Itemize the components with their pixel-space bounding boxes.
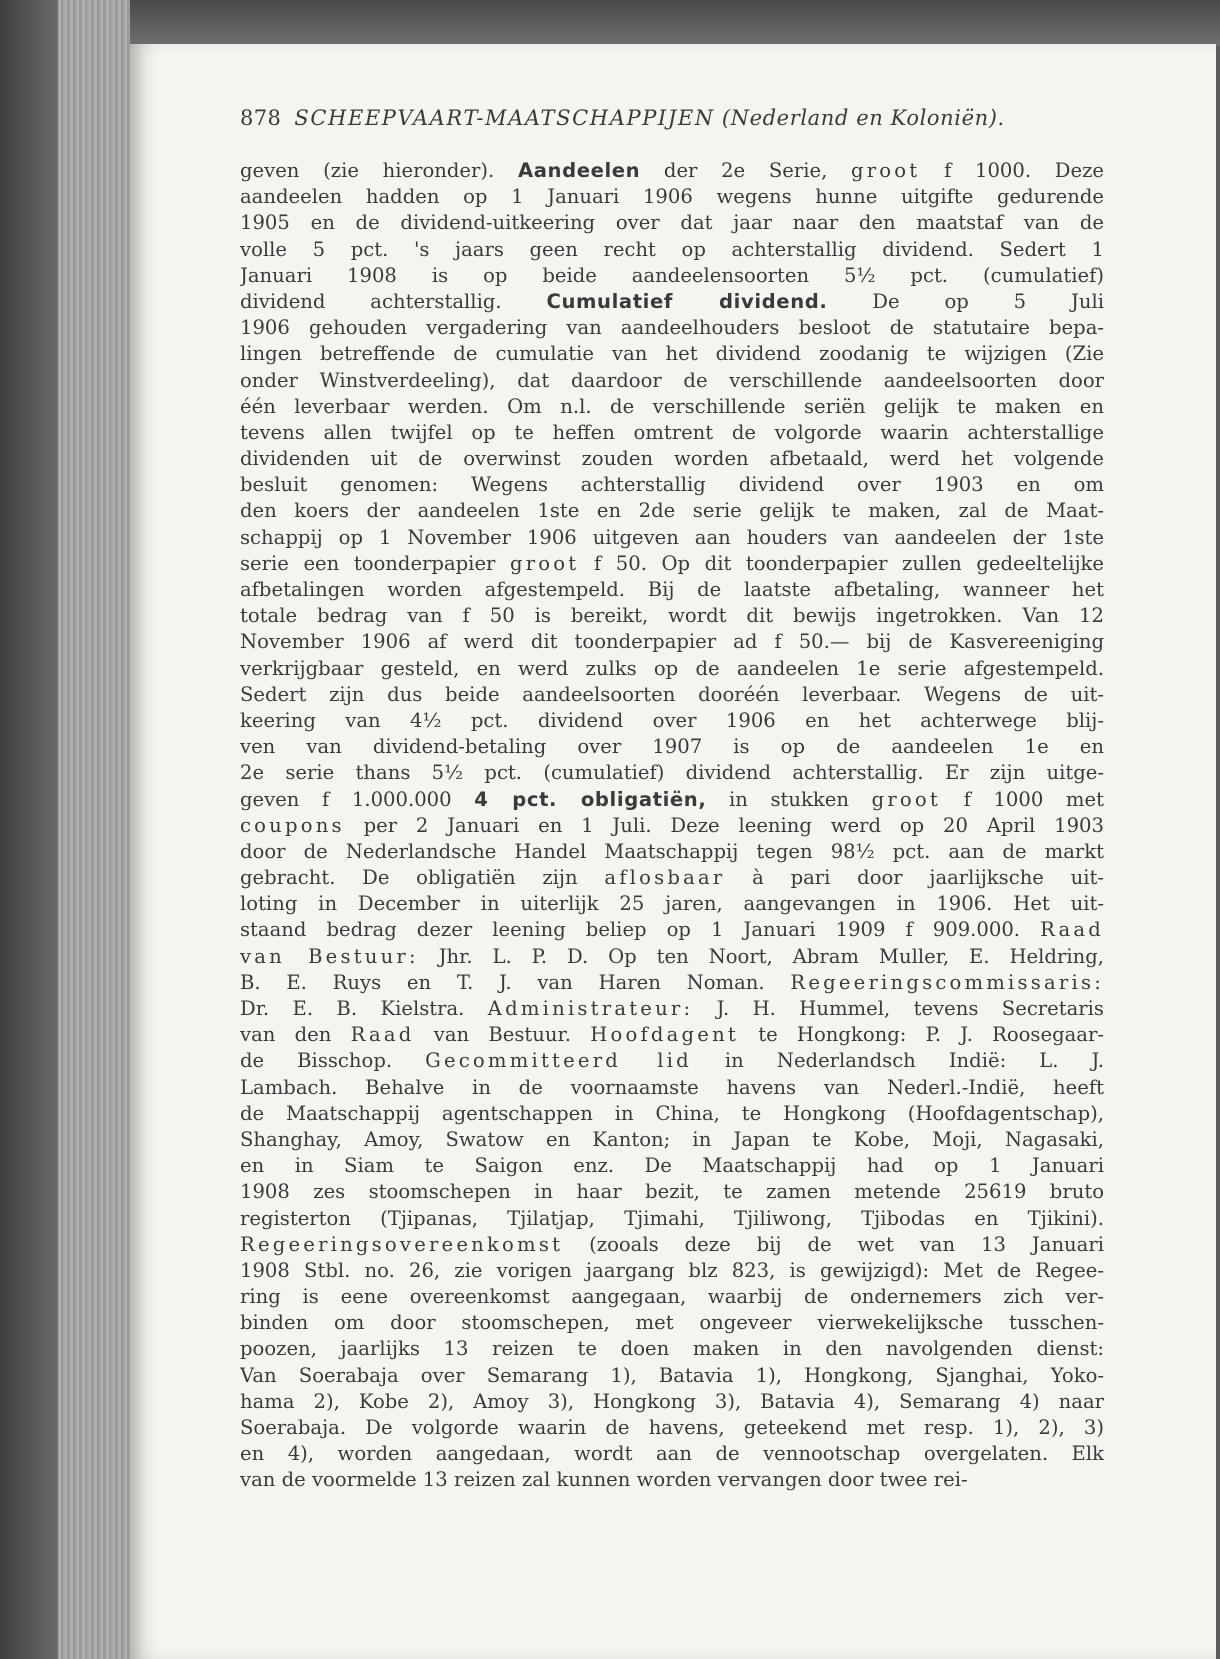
text-line: de Maatschappij agentschappen in China, te Hongkong (Hoofdagentschap),: [240, 1101, 1104, 1125]
book-top-edge: [0, 0, 1220, 46]
text-line: gebracht. De obligatiën zijn aflosbaar à pari door jaarlijksche uit-: [240, 866, 1104, 890]
text-line: van Bestuur: Jhr. L. P. D. Op ten Noort, Abram Muller, E. Heldring,: [240, 944, 1104, 968]
text-line: onder Winstverdeeling), dat daardoor de verschillende aandeelsoorten door: [240, 368, 1104, 392]
text-line: aandeelen hadden op 1 Januari 1906 wegens hunne uitgifte gedurende: [240, 185, 1104, 209]
text-line: serie een toonderpapier groot f 50. Op dit toonderpapier zullen gedeeltelijke: [240, 551, 1104, 575]
text-line: hama 2), Kobe 2), Amoy 3), Hongkong 3), Batavia 4), Semarang 4) naar: [240, 1389, 1104, 1413]
text-line: B. E. Ruys en T. J. van Haren Noman. Regeeringscommissaris:: [240, 970, 1104, 994]
text-line: staand bedrag dezer leening beliep op 1 Januari 1909 f 909.000. Raad: [240, 918, 1104, 942]
text-line: keering van 4½ pct. dividend over 1906 en het achterwege blij-: [240, 708, 1104, 732]
text-line: Shanghay, Amoy, Swatow en Kanton; in Japan te Kobe, Moji, Nagasaki,: [240, 1127, 1104, 1151]
text-line: loting in December in uiterlijk 25 jaren, aangevangen in 1906. Het uit-: [240, 892, 1104, 916]
text-line: Lambach. Behalve in de voornaamste havens van Nederl.-Indië, heeft: [240, 1075, 1104, 1099]
text-line: Dr. E. B. Kielstra. Administrateur: J. H. Hummel, tevens Secretaris: [240, 997, 1104, 1020]
text-line: lingen betreffende de cumulatie van het dividend zoodanig te wijzigen (Zie: [240, 342, 1104, 366]
text-line: geven (zie hieronder). Aandeelen der 2e Serie, groot f 1000. Deze: [240, 159, 1104, 182]
text-column: [240, 100, 1104, 1530]
text-line: Regeeringsovereenkomst (zooals deze bij de wet van 13 Januari: [240, 1232, 1104, 1256]
text-line: den koers der aandeelen 1ste en 2de serie gelijk te maken, zal de Maat-: [240, 499, 1104, 523]
text-line: volle 5 pct. 's jaars geen recht op achterstallig dividend. Sedert 1: [240, 237, 1104, 261]
text-line: 1905 en de dividend-uitkeering over dat jaar naar den maatstaf van de: [240, 211, 1104, 235]
running-head: [240, 106, 1104, 130]
text-line: ven van dividend-betaling over 1907 is op de aandeelen 1e en: [240, 735, 1104, 759]
text-line: van den Raad van Bestuur. Hoofdagent te Hongkong: P. J. Roosegaar-: [240, 1023, 1104, 1047]
text-line: 1906 gehouden vergadering van aandeelhouders besloot de statutaire bepa-: [240, 316, 1104, 340]
text-line: 2e serie thans 5½ pct. (cumulatief) dividend achterstallig. Er zijn uitge-: [240, 761, 1104, 785]
text-line: verkrijgbaar gesteld, en werd zulks op de aandeelen 1e serie afgestempeld.: [240, 656, 1104, 680]
text-line: één leverbaar werden. Om n.l. de verschillende seriën gelijk te maken en: [240, 394, 1104, 418]
text-line: 1908 zes stoomschepen in haar bezit, te zamen metende 25619 bruto: [240, 1180, 1104, 1204]
running-title: SCHEEPVAART-MAATSCHAPPIJEN: [294, 106, 715, 130]
text-line: tevens allen twijfel op te heffen omtrent de volgorde waarin achterstallige: [240, 420, 1104, 444]
text-line: ring is eene overeenkomst aangegaan, waarbij de ondernemers zich ver-: [240, 1285, 1104, 1309]
text-line: schappij op 1 November 1906 uitgeven aan houders van aandeelen der 1ste: [240, 525, 1104, 549]
text-line: Januari 1908 is op beide aandeelensoorten 5½ pct. (cumulatief): [240, 263, 1104, 287]
text-line: dividend achterstallig. Cumulatief dividend. De op 5 Juli: [240, 289, 1104, 313]
text-line: door de Nederlandsche Handel Maatschappij tegen 98½ pct. aan de markt: [240, 839, 1104, 863]
text-line: coupons per 2 Januari en 1 Juli. Deze leening werd op 20 April 1903: [240, 813, 1104, 837]
text-line: totale bedrag van f 50 is bereikt, wordt dit bewijs ingetrokken. Van 12: [240, 604, 1104, 628]
text-line: binden om door stoomschepen, met ongeveer vierwekelijksche tusschen-: [240, 1311, 1104, 1335]
text-line: afbetalingen worden afgestempeld. Bij de laatste afbetaling, wanneer het: [240, 578, 1104, 601]
text-line: 1908 Stbl. no. 26, zie vorigen jaargang blz 823, is gewijzigd): Met de Regee-: [240, 1258, 1104, 1282]
text-line: en 4), worden aangedaan, wordt aan de vennootschap overgelaten. Elk: [240, 1442, 1104, 1466]
page-number: 878: [240, 106, 282, 130]
text-line: geven f 1.000.000 4 pct. obligatiën, in stukken groot f 1000 met: [240, 787, 1104, 811]
text-line: Van Soerabaja over Semarang 1), Batavia 1), Hongkong, Sjanghai, Yoko-: [240, 1363, 1104, 1387]
text-line: en in Siam te Saigon enz. De Maatschappij had op 1 Januari: [240, 1154, 1104, 1178]
book-spine: [0, 0, 58, 1659]
text-line: November 1906 af werd dit toonderpapier ad f 50.— bij de Kasvereeniging: [240, 630, 1104, 654]
text-line: van de voormelde 13 reizen zal kunnen worden vervangen door twee rei-: [240, 1468, 968, 1492]
text-line: poozen, jaarlijks 13 reizen te doen maken in den navolgenden dienst:: [240, 1337, 1104, 1361]
text-line: besluit genomen: Wegens achterstallig dividend over 1903 en om: [240, 473, 1104, 497]
text-line: de Bisschop. Gecommitteerd lid in Nederlandsch Indië: L. J.: [240, 1049, 1104, 1073]
running-subtitle: (Nederland en Koloniën).: [721, 106, 1005, 130]
text-line: dividenden uit de overwinst zouden worden afbetaald, werd het volgende: [240, 447, 1104, 471]
text-line: Sedert zijn dus beide aandeelsoorten dooréén leverbaar. Wegens de uit-: [240, 682, 1104, 706]
page-stack-edge: [58, 0, 130, 1659]
body-text: [240, 158, 1104, 1494]
text-line: Soerabaja. De volgorde waarin de havens, geteekend met resp. 1), 2), 3): [240, 1416, 1104, 1439]
text-line: registerton (Tjipanas, Tjilatjap, Tjimahi, Tjiliwong, Tjibodas en Tjikini).: [240, 1206, 1104, 1230]
